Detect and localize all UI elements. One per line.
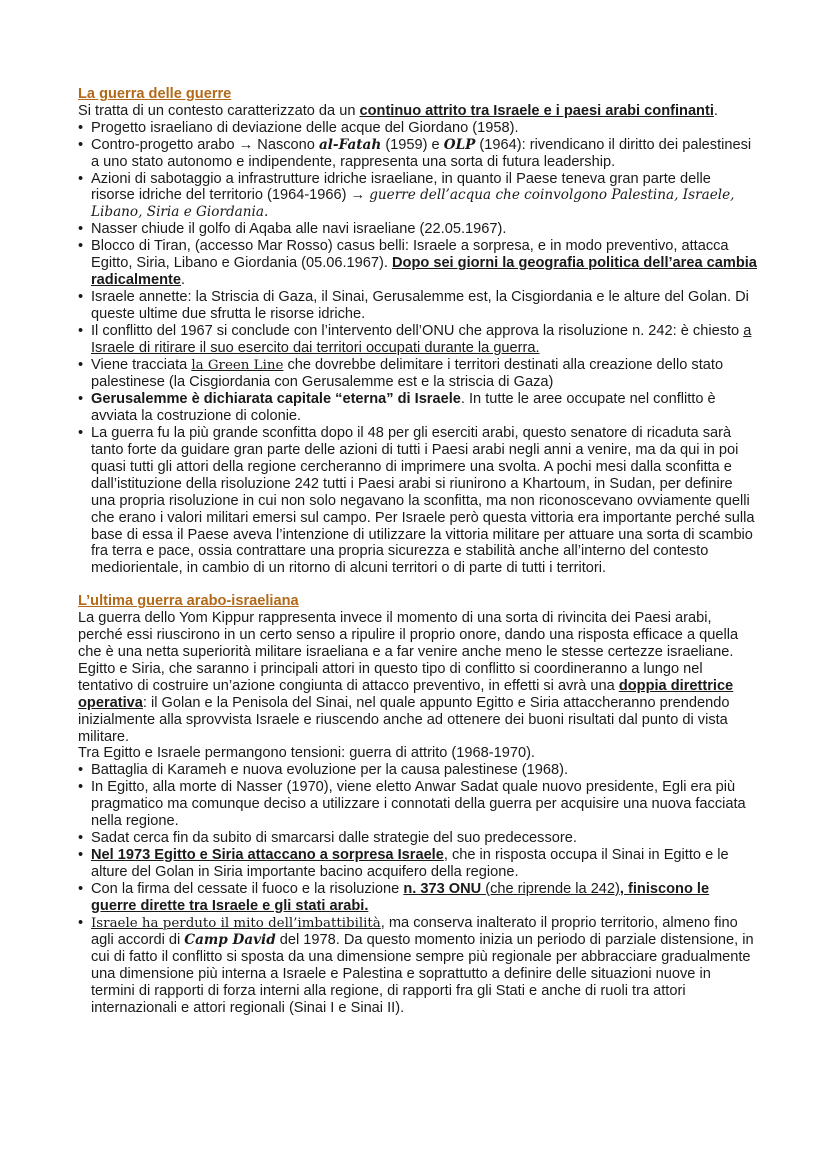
intro-paragraph: [78, 103, 758, 120]
emphasis: continuo attrito tra Israele e i paesi arabi confinanti: [359, 102, 714, 119]
emphasis: a Israele di ritirare il suo esercito dai territori occupati durante la guerra.: [91, 322, 752, 356]
document-page: [78, 86, 758, 1017]
text: , ma conserva inalterato il proprio territorio, almeno fino agli accordi di: [91, 914, 738, 949]
emphasis: la Green Line: [191, 357, 284, 373]
emphasis: Dopo sei giorni la geografia politica dell’area cambia radicalmente: [91, 255, 757, 288]
text: (1959) e: [381, 136, 444, 153]
list-item: [78, 238, 758, 289]
text: Contro-progetto arabo → Nascono: [91, 136, 319, 153]
text: , che in risposta occupa il Sinai in Egitto e le alture del Golan in Siria importante bacino acquifero della regione.: [91, 846, 729, 880]
emphasis: , finiscono le guerre dirette tra Israele e gli stati arabi.: [91, 880, 710, 914]
emphasis: Camp David: [184, 932, 276, 949]
paragraph: Tra Egitto e Israele permangono tensioni: guerra di attrito (1968-1970).: [78, 745, 535, 762]
emphasis: n. 373 ONU: [403, 880, 486, 897]
text: Battaglia di Karameh e nuova evoluzione per la causa palestinese (1968).: [91, 762, 569, 779]
list-item: [78, 881, 758, 915]
text: Israele annette: la Striscia di Gaza, il Sinai, Gerusalemme est, la Cisgiordania e le alture del Golan. Di queste ultime due sfrutta le risorse idriche.: [91, 288, 749, 322]
list-item: [78, 847, 758, 881]
section-heading: L’ultima guerra arabo-israeliana: [78, 593, 299, 610]
bullet-list: [78, 120, 758, 577]
emphasis: al-Fatah: [318, 136, 382, 153]
list-item: [78, 915, 758, 1017]
text: Viene tracciata: [91, 356, 192, 373]
list-item: [78, 357, 758, 392]
text: Sadat cerca fin da subito di smarcarsi dalle strategie del suo predecessore.: [91, 829, 577, 846]
emphasis: doppia direttrice operativa: [78, 677, 734, 711]
list-item: [78, 425, 758, 577]
list-item: [78, 171, 758, 222]
text: che dovrebbe delimitare i territori destinati alla creazione dello stato palestinese (la Cisgiordania con Gerusalemme est e la striscia di Gaza): [91, 356, 724, 391]
emphasis: OLP: [443, 136, 476, 153]
text: Nasser chiude il golfo di Aqaba alle navi israeliane (22.05.1967).: [91, 221, 507, 238]
emphasis: guerre dell’acqua che coinvolgono Palestina, Israele, Libano, Siria e Giordania.: [91, 187, 735, 221]
text: .: [181, 271, 186, 288]
list-item: [78, 221, 758, 238]
section-guerra-delle-guerre: [78, 86, 758, 577]
section-ultima-guerra: [78, 593, 758, 1017]
list-item: [78, 137, 758, 171]
emphasis: Israele ha perduto il mito dell’imbattibilità: [91, 915, 381, 931]
list-item: [78, 323, 758, 357]
list-item: [78, 120, 758, 137]
text: Si tratta di un contesto caratterizzato da un: [78, 102, 360, 119]
text: . In tutte le aree occupate nel conflitto è avviata la costruzione di colonie.: [91, 391, 716, 425]
text: Blocco di Tiran, (accesso Mar Rosso) casus belli: Israele a sorpresa, e in modo preventivo, attacca Egitto, Siria, Libano e Giordania (05.06.1967).: [91, 238, 729, 272]
section-heading: La guerra delle guerre: [78, 86, 232, 102]
emphasis: Gerusalemme è dichiarata capitale “eterna” di Israele: [91, 391, 461, 408]
text: Azioni di sabotaggio a infrastrutture idriche israeliane, in quanto il Paese teneva gran parte delle risorse idriche del territorio (1964-1966) →: [91, 170, 711, 204]
text: La guerra fu la più grande sconfitta dopo il 48 per gli eserciti arabi, questo senatore di ricaduta sarà tanto forte da guidare gran parte delle azioni di tutti i Paesi arabi negli anni a venire, ma da qui in poi quasi tutti gli attori della regione cercheranno di imprimere una svolta. A pochi mesi dalla sconfitta e dall’istituzione della risoluzione 242 tutti i Paesi arabi si riunirono a Khartoum, in Sudan, per definire una propria risoluzione in cui non solo negavano la sconfitta, ma non riconoscevano ovviamente quelli che erano i valori militari emersi sul campo. Per Israele però questa vittoria era importante perché sulla base di essa il Paese aveva l’intenzione di utilizzare la vittoria militare per attuare una sorta di scambio fra terra e pace, ossia contrattare una propria sicurezza e stabilità anche all’interno del contesto mediorientale, in cambio di un ritorno di alcuni territori o di parte di tutti i territori.: [91, 425, 755, 577]
list-item: [78, 830, 758, 847]
text: In Egitto, alla morte di Nasser (1970), viene eletto Anwar Sadat quale nuovo presidente, Egli era più pragmatico ma comunque deciso a utilizzare i connotati della guerra per acquisire una nuova facciata nella regione.: [91, 779, 746, 830]
paragraph: [78, 610, 758, 745]
text: Progetto israeliano di deviazione delle acque del Giordano (1958).: [91, 119, 519, 136]
text: del 1978. Da questo momento inizia un periodo di parziale distensione, in cui di fatto il conflitto si sposta da una dimensione sempre più regionale per abbracciare gradualmente una dimensione più interna a Israele e Palestina e soprattutto a definire delle situazioni nuove in termini di rapporti di forza interni alla regione, di rapporti fra gli Stati e anche di ruoli tra attori internazionali e attori regionali (Sinai I e Sinai II).: [91, 932, 754, 1017]
text: : il Golan e la Penisola del Sinai, nel quale appunto Egitto e Siria attaccheranno prendendo inizialmente alla sprovvista Israele e riuscendo anche ad ottenere dei buoni risultati dal punto di vista militare.: [78, 694, 730, 745]
list-item: [78, 289, 758, 323]
emphasis: Nel 1973 Egitto e Siria attaccano a sorpresa Israele: [91, 846, 444, 863]
text: .: [713, 102, 718, 119]
list-item: [78, 762, 758, 779]
list-item: [78, 391, 758, 425]
text: La guerra dello Yom Kippur rappresenta invece il momento di una sorta di rivincita dei Paesi arabi, perché essi riuscirono in un certo senso a ripulire il proprio onore, dando una risposta efficace a quella che è una netta superiorità militare israeliana e a far venire anche meno le stesse certezze israeliane. Egitto e Siria, che saranno i principali attori in questo tipo di conflitto si coordineranno a lungo nel tentativo di costruire un’azione congiunta di attacco preventivo, in effetti si avrà una: [78, 610, 739, 694]
text: Con la firma del cessate il fuoco e la risoluzione: [91, 880, 404, 897]
text: (che riprende la 242): [485, 880, 620, 897]
text: Il conflitto del 1967 si conclude con l’intervento dell’ONU che approva la risoluzione n. 242: è chiesto: [91, 322, 744, 339]
bullet-list: [78, 762, 758, 1017]
text: (1964): rivendicano il diritto dei palestinesi a uno stato autonomo e indipendente, rappresenta una sorta di futura leadership.: [91, 136, 752, 170]
list-item: [78, 779, 758, 830]
